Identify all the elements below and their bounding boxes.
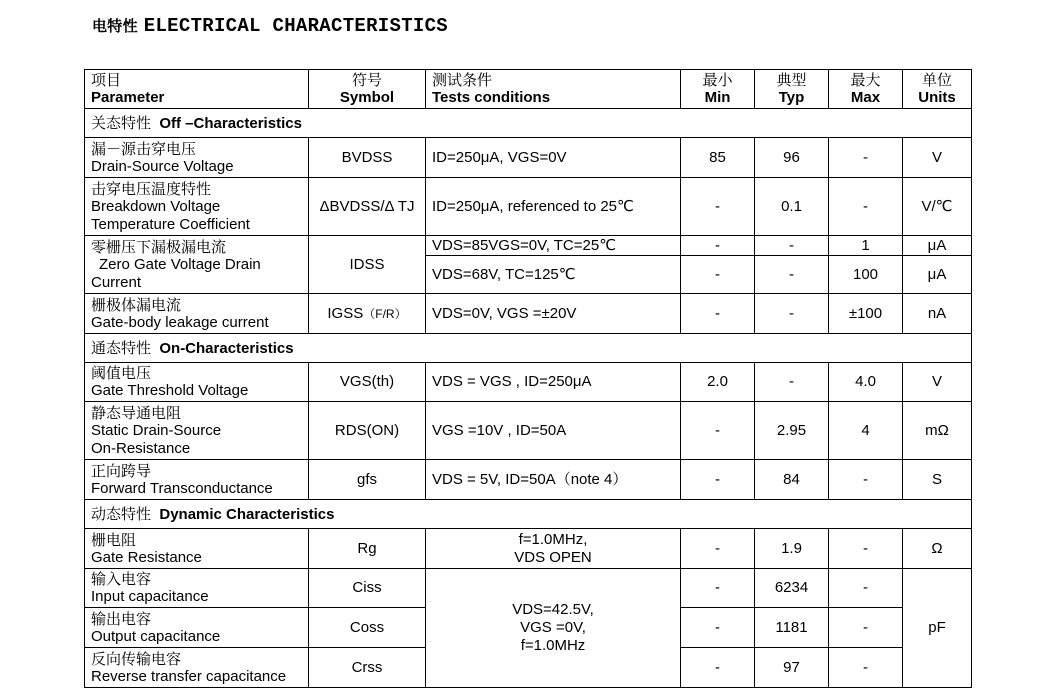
unit-cell: V bbox=[903, 138, 972, 178]
min-cell: - bbox=[681, 608, 755, 648]
symbol-cell: gfs bbox=[309, 460, 426, 500]
section-on-row bbox=[85, 334, 972, 363]
capacitance-unit-cell: pF bbox=[903, 569, 972, 688]
table-row-ciss bbox=[85, 569, 972, 608]
typ-cell: - bbox=[755, 236, 829, 256]
min-cell: 2.0 bbox=[681, 363, 755, 402]
symbol-cell: RDS(ON) bbox=[309, 402, 426, 460]
symbol-cell: VGS(th) bbox=[309, 363, 426, 402]
header-conditions: 测试条件 Tests conditions bbox=[426, 70, 681, 109]
param-cell: 输出电容 Output capacitance bbox=[85, 608, 309, 648]
typ-cell: 1.9 bbox=[755, 529, 829, 569]
condition-cell: VGS =10V , ID=50A bbox=[426, 402, 681, 460]
param-cell: 输入电容 Input capacitance bbox=[85, 569, 309, 608]
max-cell: - bbox=[829, 138, 903, 178]
unit-cell: μA bbox=[903, 236, 972, 256]
section-on-title: 通态特性 On-Characteristics bbox=[85, 334, 972, 363]
typ-cell: - bbox=[755, 363, 829, 402]
condition-cell: ID=250μA, referenced to 25℃ bbox=[426, 178, 681, 236]
header-max: 最大 Max bbox=[829, 70, 903, 109]
symbol-cell: Coss bbox=[309, 608, 426, 648]
symbol-cell: BVDSS bbox=[309, 138, 426, 178]
header-parameter: 项目 Parameter bbox=[85, 70, 309, 109]
capacitance-condition-cell: VDS=42.5V, VGS =0V, f=1.0MHz bbox=[426, 569, 681, 688]
max-cell: 4 bbox=[829, 402, 903, 460]
typ-cell: 96 bbox=[755, 138, 829, 178]
unit-cell: S bbox=[903, 460, 972, 500]
min-cell: - bbox=[681, 294, 755, 334]
min-cell: - bbox=[681, 236, 755, 256]
section-off-title: 关态特性 Off –Characteristics bbox=[85, 109, 972, 138]
symbol-cell: Ciss bbox=[309, 569, 426, 608]
param-cell: 正向跨导 Forward Transconductance bbox=[85, 460, 309, 500]
table-row-breakdown-tc bbox=[85, 178, 972, 236]
unit-cell: nA bbox=[903, 294, 972, 334]
param-cell: 栅极体漏电流 Gate-body leakage current bbox=[85, 294, 309, 334]
symbol-cell: ΔBVDSS/Δ TJ bbox=[309, 178, 426, 236]
max-cell: 4.0 bbox=[829, 363, 903, 402]
condition-cell: VDS=68V, TC=125℃ bbox=[426, 256, 681, 294]
table-row-bvdss bbox=[85, 138, 972, 178]
min-cell: - bbox=[681, 402, 755, 460]
page-title bbox=[92, 14, 448, 37]
param-cell: 反向传输电容 Reverse transfer capacitance bbox=[85, 648, 309, 688]
condition-cell: ID=250μA, VGS=0V bbox=[426, 138, 681, 178]
param-cell: 零栅压下漏极漏电流 Zero Gate Voltage Drain Current bbox=[85, 236, 309, 294]
min-cell: - bbox=[681, 569, 755, 608]
unit-cell: Ω bbox=[903, 529, 972, 569]
param-cell: 静态导通电阻 Static Drain-Source On-Resistance bbox=[85, 402, 309, 460]
condition-cell: VDS=85VGS=0V, TC=25℃ bbox=[426, 236, 681, 256]
unit-cell: μA bbox=[903, 256, 972, 294]
param-cell: 击穿电压温度特性 Breakdown Voltage Temperature Coefficient bbox=[85, 178, 309, 236]
header-typ: 典型 Typ bbox=[755, 70, 829, 109]
typ-cell: 0.1 bbox=[755, 178, 829, 236]
typ-cell: 2.95 bbox=[755, 402, 829, 460]
condition-cell: VDS = VGS , ID=250μA bbox=[426, 363, 681, 402]
param-cell: 漏－源击穿电压 Drain-Source Voltage bbox=[85, 138, 309, 178]
max-cell: - bbox=[829, 460, 903, 500]
typ-cell: 6234 bbox=[755, 569, 829, 608]
max-cell: - bbox=[829, 529, 903, 569]
min-cell: - bbox=[681, 460, 755, 500]
table-header-row bbox=[85, 70, 972, 109]
min-cell: - bbox=[681, 648, 755, 688]
table-row-rdson bbox=[85, 402, 972, 460]
table-row-gfs bbox=[85, 460, 972, 500]
max-cell: 100 bbox=[829, 256, 903, 294]
table-row-idss-1 bbox=[85, 236, 972, 256]
typ-cell: 84 bbox=[755, 460, 829, 500]
max-cell: 1 bbox=[829, 236, 903, 256]
condition-cell: f=1.0MHz, VDS OPEN bbox=[426, 529, 681, 569]
max-cell: - bbox=[829, 178, 903, 236]
unit-cell: V/℃ bbox=[903, 178, 972, 236]
param-cell: 栅电阻 Gate Resistance bbox=[85, 529, 309, 569]
min-cell: 85 bbox=[681, 138, 755, 178]
header-units: 单位 Units bbox=[903, 70, 972, 109]
param-cell: 阈值电压 Gate Threshold Voltage bbox=[85, 363, 309, 402]
min-cell: - bbox=[681, 529, 755, 569]
symbol-cell: IGSS（F/R） bbox=[309, 294, 426, 334]
max-cell: ±100 bbox=[829, 294, 903, 334]
unit-cell: mΩ bbox=[903, 402, 972, 460]
condition-cell: VDS=0V, VGS =±20V bbox=[426, 294, 681, 334]
condition-cell: VDS = 5V, ID=50A（note 4） bbox=[426, 460, 681, 500]
max-cell: - bbox=[829, 648, 903, 688]
symbol-cell: Rg bbox=[309, 529, 426, 569]
symbol-cell: Crss bbox=[309, 648, 426, 688]
typ-cell: - bbox=[755, 256, 829, 294]
unit-cell: V bbox=[903, 363, 972, 402]
typ-cell: - bbox=[755, 294, 829, 334]
min-cell: - bbox=[681, 178, 755, 236]
typ-cell: 97 bbox=[755, 648, 829, 688]
section-dynamic-title: 动态特性 Dynamic Characteristics bbox=[85, 500, 972, 529]
title-en: ELECTRICAL CHARACTERISTICS bbox=[143, 15, 449, 37]
header-symbol: 符号 Symbol bbox=[309, 70, 426, 109]
electrical-characteristics-table bbox=[84, 69, 972, 688]
table-row-rg bbox=[85, 529, 972, 569]
min-cell: - bbox=[681, 256, 755, 294]
section-dynamic-row bbox=[85, 500, 972, 529]
typ-cell: 1181 bbox=[755, 608, 829, 648]
table-row-vgsth bbox=[85, 363, 972, 402]
max-cell: - bbox=[829, 569, 903, 608]
title-zh: 电特性 bbox=[92, 17, 138, 35]
header-min: 最小 Min bbox=[681, 70, 755, 109]
section-off-row bbox=[85, 109, 972, 138]
table-row-igss bbox=[85, 294, 972, 334]
max-cell: - bbox=[829, 608, 903, 648]
symbol-cell: IDSS bbox=[309, 236, 426, 294]
